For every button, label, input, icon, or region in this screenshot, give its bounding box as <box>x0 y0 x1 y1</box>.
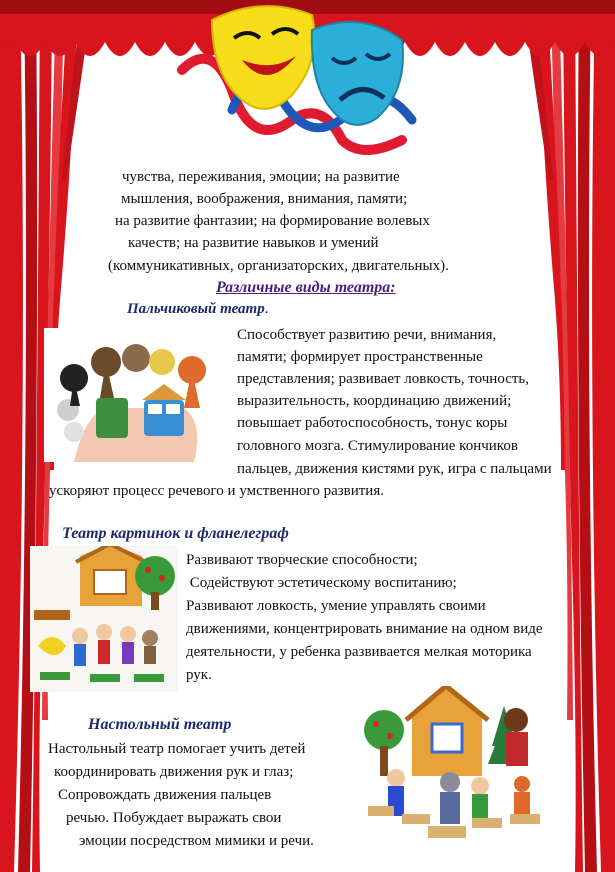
table-line-5: эмоции посредством мимики и речи. <box>79 833 314 849</box>
picture-line-3: Развивают ловкость, умение управлять своими <box>186 598 486 614</box>
picture-line-2: Содействуют эстетическому воспитанию; <box>186 575 457 591</box>
section-title: Различные виды театра: <box>216 279 396 296</box>
finger-theatre-title-suffix: . <box>264 301 269 317</box>
table-line-2: координировать движения рук и глаз; <box>54 764 294 780</box>
intro-line-5: (коммуникативных, организаторских, двигательных). <box>108 258 449 274</box>
finger-line-3: представления; развивает ловкость, точность, <box>237 371 530 387</box>
finger-line-6: головного мозга. Стимулирование кончиков <box>237 438 518 454</box>
table-theatre-photo <box>362 686 554 848</box>
intro-line-2: мышления, воображения, внимания, памяти; <box>121 191 408 207</box>
picture-theatre-title: Театр картинок и фланелеграф <box>62 525 289 542</box>
intro-line-1: чувства, переживания, эмоции; на развитие <box>122 169 400 185</box>
theatre-masks-icon <box>172 0 424 160</box>
finger-line-1: Способствует развитию речи, внимания, <box>237 327 497 343</box>
picture-line-1: Развивают творческие способности; <box>186 552 418 568</box>
table-line-3: Сопровождать движения пальцев <box>58 787 272 803</box>
finger-line-5: повышает работоспособность, тонус коры <box>237 415 508 431</box>
flannelgraph-photo <box>30 546 178 692</box>
picture-line-6: рук. <box>186 667 212 683</box>
intro-line-4: качеств; на развитие навыков и умений <box>128 235 379 251</box>
finger-line-4: выразительность, координацию движений; <box>237 393 512 409</box>
finger-theatre-title-text: Пальчиковый театр <box>127 301 265 317</box>
table-line-1: Настольный театр помогает учить детей <box>48 741 306 757</box>
finger-line-7: пальцев, движения кистями рук, игра с пальцами <box>237 461 552 477</box>
table-theatre-title: Настольный театр <box>88 716 232 733</box>
finger-line-8: ускоряют процесс речевого и умственного развития. <box>49 483 384 499</box>
finger-theatre-title <box>127 301 268 318</box>
picture-line-4: движениями, концентрировать внимание на одном виде <box>186 621 543 637</box>
table-line-4: речью. Побуждает выражать свои <box>66 810 282 826</box>
picture-line-5: деятельности, у ребенка развивается мелкая моторика <box>186 644 532 660</box>
finger-puppets-photo <box>44 328 224 462</box>
intro-line-3: на развитие фантазии; на формирование волевых <box>115 213 430 229</box>
finger-line-2: памяти; формирует пространственные <box>237 349 483 365</box>
